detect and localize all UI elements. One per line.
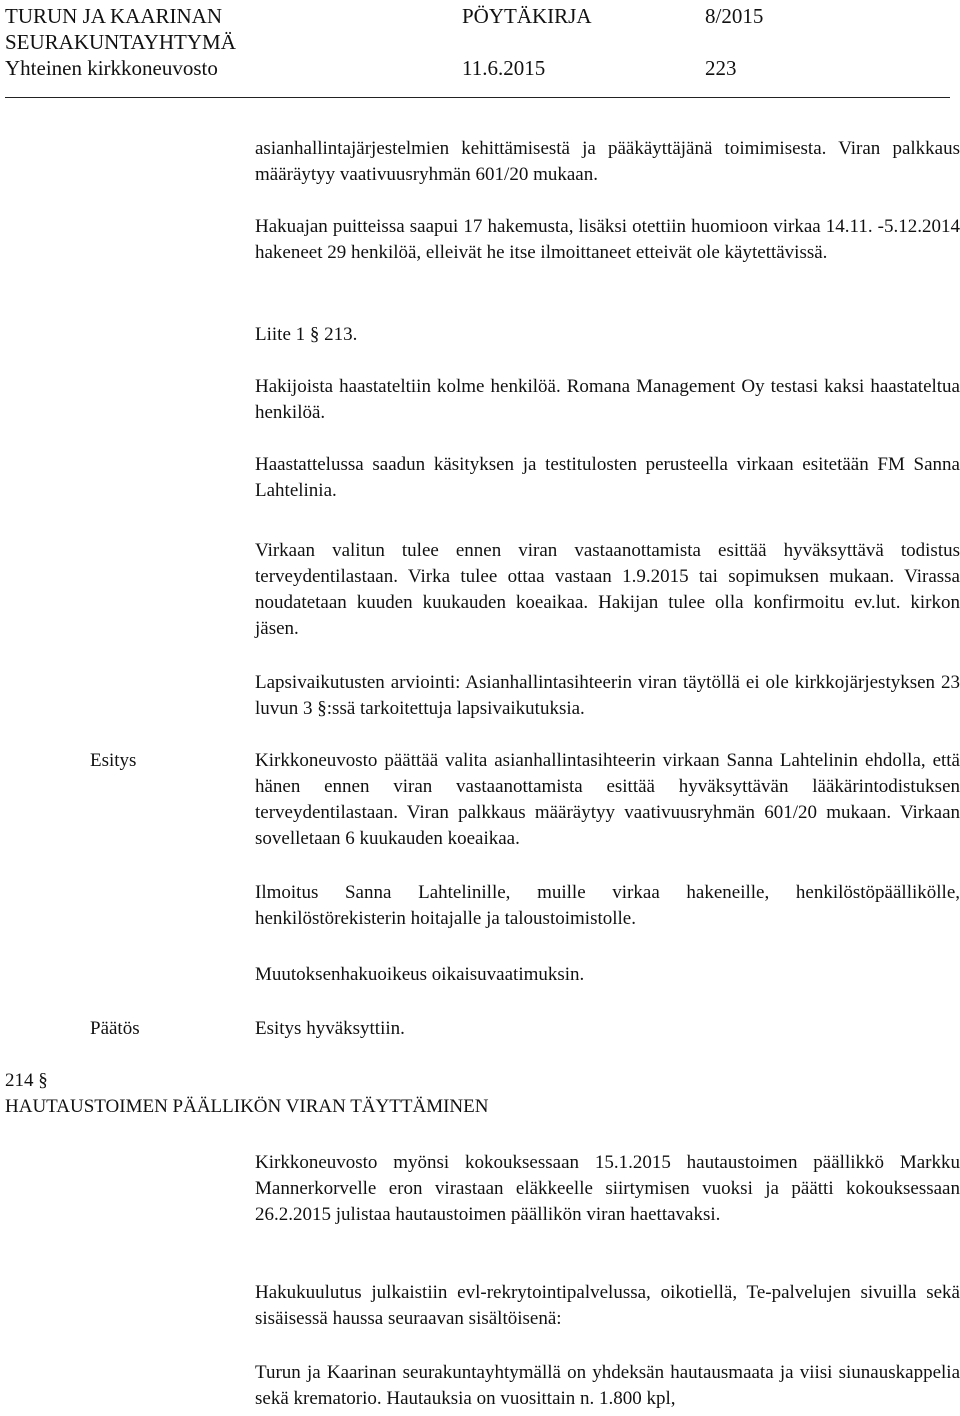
section-paragraph-resignation: Kirkkoneuvosto myönsi kokouksessaan 15.1.2015 hautaustoimen päällikkö Markku Mannerkorvelle eron virastaan eläkkeelle siirtymisen vuoksi ja päätti kokouksessaan 26.2.2015 julistaa hautaustoimen päällikön viran haettavaksi. — [255, 1152, 960, 1225]
page-number: 223 — [705, 56, 737, 80]
header-divider — [5, 97, 950, 98]
paragraph-conditions: Virkaan valitun tulee ennen viran vastaanottamista esittää hyväksyttävä todistus terveydentilastaan. Virka tulee ottaa vastaan 1.9.2015 tai sopimuksen mukaan. Virassa noudatetaan kuuden kuukauden koeaikaa. Hakijan tulee olla konfirmoitu ev.lut. kirkon jäsen. — [255, 540, 960, 639]
paragraph-job-description: asianhallintajärjestelmien kehittämisestä ja pääkäyttäjänä toimimisesta. Viran palkkaus määräytyy vaativuusryhmän 601/20 mukaan. — [255, 138, 960, 185]
esitys-paragraph-notice: Ilmoitus Sanna Lahtelinille, muille virkaa hakeneille, henkilöstöpäällikölle, henkilöstörekisterin hoitajalle ja taloustoimistolle. — [255, 882, 960, 929]
paatos-label: Päätös — [90, 1018, 140, 1039]
paatos-text: Esitys hyväksyttiin. — [255, 1018, 405, 1039]
section-number: 214 § — [5, 1070, 48, 1091]
paragraph-applications: Hakuajan puitteissa saapui 17 hakemusta, lisäksi otettiin huomioon virkaa 14.11. -5.12.2014 hakeneet 29 henkilöä, elleivät he itse ilmoittaneet etteivät ole käytettävissä. — [255, 216, 960, 263]
section-title: HAUTAUSTOIMEN PÄÄLLIKÖN VIRAN TÄYTTÄMINEN — [5, 1096, 489, 1117]
document-type: PÖYTÄKIRJA — [462, 4, 592, 28]
org-name-line2: SEURAKUNTAYHTYMÄ — [5, 30, 236, 54]
paragraph-proposal-basis: Haastattelussa saadun käsityksen ja testitulosten perusteella virkaan esitetään FM Sanna Lahtelinia. — [255, 454, 960, 501]
paragraph-interviews: Hakijoista haastateltiin kolme henkilöä. Romana Management Oy testasi kaksi haastateltua henkilöä. — [255, 376, 960, 423]
paragraph-child-impact: Lapsivaikutusten arviointi: Asianhallintasihteerin viran täytöllä ei ole kirkkojärjestyksen 23 luvun 3 §:ssä tarkoitettuja lapsivaikutuksia. — [255, 672, 960, 719]
esitys-label: Esitys — [90, 750, 137, 771]
esitys-paragraph-appeal: Muutoksenhakuoikeus oikaisuvaatimuksin. — [255, 964, 585, 985]
section-paragraph-ad-content: Turun ja Kaarinan seurakuntayhtymällä on yhdeksän hautausmaata ja viisi siunauskappelia sekä krematorio. Hautauksia on vuosittain n. 1.800 kpl, — [255, 1362, 960, 1409]
esitys-paragraph-decision: Kirkkoneuvosto päättää valita asianhallintasihteerin virkaan Sanna Lahtelinin ehdolla, että hänen ennen viran vastaanottamista esittää hyväksyttävän lääkärintodistuksen terveydentilastaan. Viran palkkaus määräytyy vaativuusryhmän 601/20 mukaan. Virkaan sovelletaan 6 kuukauden koeaikaa. — [255, 750, 960, 849]
org-name-line1: TURUN JA KAARINAN — [5, 4, 223, 28]
paragraph-attachment: Liite 1 § 213. — [255, 324, 358, 345]
meeting-date: 11.6.2015 — [462, 56, 546, 80]
section-paragraph-advertisement: Hakukuulutus julkaistiin evl-rekrytointipalvelussa, oikotiellä, Te-palvelujen sivuilla sekä sisäisessä haussa seuraavan sisältöisenä: — [255, 1282, 960, 1329]
meeting-body: Yhteinen kirkkoneuvosto — [5, 56, 218, 80]
document-number: 8/2015 — [705, 4, 764, 28]
page-header — [5, 3, 955, 81]
